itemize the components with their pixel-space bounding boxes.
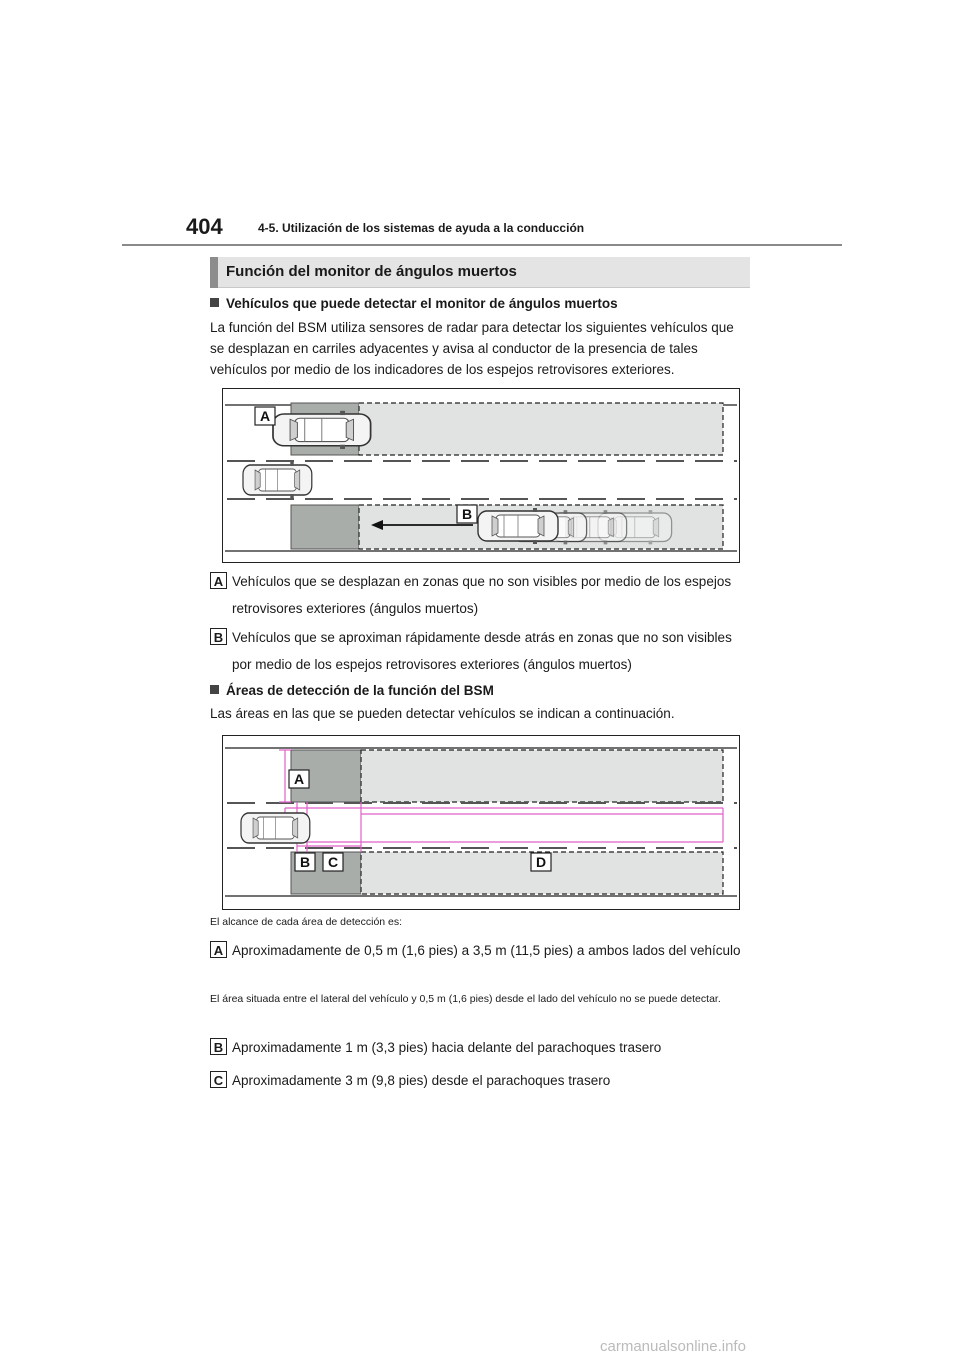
badge-a: A xyxy=(210,941,227,958)
section-title: Función del monitor de ángulos muertos xyxy=(226,263,517,280)
badge-a: A xyxy=(210,572,227,589)
list-item-text: Vehículos que se aproximan rápidamente desde atrás en zonas que no son visibles por medio de los espejos retrovisores exteriores (ángulos muertos) xyxy=(232,630,732,672)
watermark: carmanualsonline.info xyxy=(600,1338,746,1355)
badge-c: C xyxy=(210,1071,227,1088)
page-number: 404 xyxy=(186,214,223,239)
subheading-text: Vehículos que puede detectar el monitor de ángulos muertos xyxy=(226,296,618,311)
label-b: B xyxy=(461,506,473,522)
approach-zone-upper xyxy=(359,403,723,455)
label-b: B xyxy=(299,854,311,870)
figure-detection-areas xyxy=(222,735,740,910)
subheading-detection-areas xyxy=(210,683,494,698)
blind-spot-zone-lower xyxy=(291,505,359,549)
list-item-text: Vehículos que se desplazan en zonas que no son visibles por medio de los espejos retrovisores exteriores (ángulos muertos) xyxy=(232,574,732,616)
square-bullet-icon xyxy=(210,298,219,307)
note-a: El área situada entre el lateral del vehículo y 0,5 m (1,6 pies) desde el lado del vehículo no se puede detectar. xyxy=(210,993,721,1005)
intro-paragraph: La función del BSM utiliza sensores de radar para detectar los siguientes vehículos que se desplazan en carriles adyacentes y avisa al conductor de la presencia de tales vehículos por medio de los indicadores de los espejos retrovisores exteriores. xyxy=(210,320,734,377)
badge-b: B xyxy=(210,628,227,645)
list-item-text: Aproximadamente 3 m (9,8 pies) desde el parachoques trasero xyxy=(232,1073,611,1088)
section-accent xyxy=(210,257,218,288)
figure-caption: El alcance de cada área de detección es: xyxy=(210,916,403,928)
road-diagram-2 xyxy=(223,736,739,909)
label-c: C xyxy=(327,854,339,870)
list-item-b xyxy=(210,1034,750,1061)
label-d: D xyxy=(535,854,547,870)
badge-b: B xyxy=(210,1038,227,1055)
list-item-b xyxy=(210,624,750,678)
list-item-c xyxy=(210,1067,750,1094)
vehicle-in-blind-spot xyxy=(273,411,371,449)
own-vehicle xyxy=(241,813,310,843)
list-item-a xyxy=(210,568,750,622)
road-diagram-1 xyxy=(223,389,739,562)
list-item-a xyxy=(210,937,750,964)
chapter-title: 4-5. Utilización de los sistemas de ayuda a la conducción xyxy=(258,221,585,235)
own-vehicle xyxy=(243,462,312,498)
label-a: A xyxy=(259,408,271,424)
list-item-text: Aproximadamente 1 m (3,3 pies) hacia delante del parachoques trasero xyxy=(232,1040,662,1055)
list-item-text: Aproximadamente de 0,5 m (1,6 pies) a 3,5 m (11,5 pies) a ambos lados del vehículo xyxy=(232,943,741,958)
subheading-text: Áreas de detección de la función del BSM xyxy=(226,683,494,698)
label-a: A xyxy=(293,771,305,787)
areas-paragraph: Las áreas en las que se pueden detectar vehículos se indican a continuación. xyxy=(210,706,675,721)
square-bullet-icon xyxy=(210,685,219,694)
subheading-detectable-vehicles xyxy=(210,296,618,311)
header-rule xyxy=(122,244,842,246)
approaching-vehicle xyxy=(478,508,558,544)
figure-detectable-vehicles xyxy=(222,388,740,563)
detection-zone-upper-far xyxy=(361,750,723,802)
